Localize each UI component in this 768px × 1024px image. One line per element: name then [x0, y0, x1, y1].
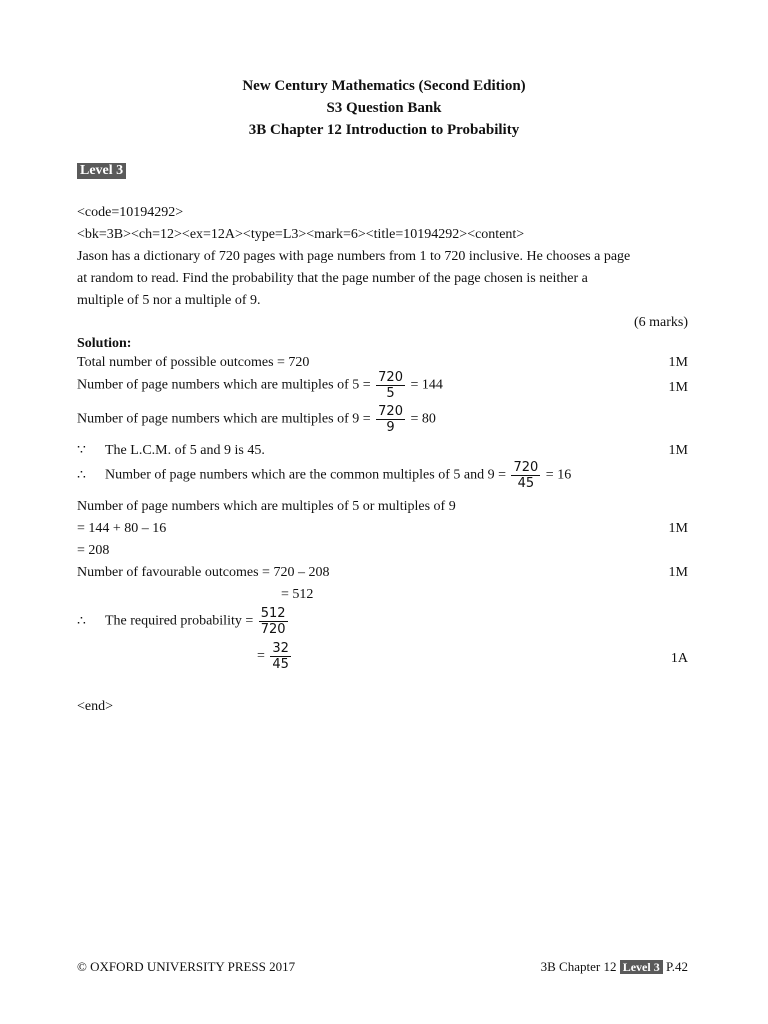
fraction-denominator: 5 — [386, 386, 395, 401]
chapter-title: 3B Chapter 12 Introduction to Probability — [248, 122, 520, 138]
meta-line: <bk=3B><ch=12><ex=12A><type=L3><mark=6><title=10194292><content> — [77, 227, 525, 242]
solution-step-7: = 144 + 80 – 16 — [77, 521, 167, 536]
solution-step-1: Total number of possible outcomes = 720 — [77, 355, 310, 370]
step-4-text: The L.C.M. of 5 and 9 is 45. — [105, 443, 265, 458]
mark-step-1: 1M — [668, 355, 688, 370]
fraction-32-over-45 — [270, 641, 291, 672]
solution-step-9: Number of favourable outcomes = 720 – 208 — [77, 565, 330, 580]
fraction-denominator: 45 — [272, 657, 289, 672]
step-5-result: = 16 — [545, 467, 572, 483]
question-text-3: multiple of 5 nor a multiple of 9. — [77, 293, 261, 308]
mark-step-4: 1M — [668, 443, 688, 458]
level-badge-container — [77, 162, 126, 180]
therefore-symbol: ∴ — [77, 613, 86, 629]
because-symbol: ∵ — [77, 443, 86, 458]
mark-step-7: 1M — [668, 521, 688, 536]
solution-step-4 — [77, 442, 265, 460]
solution-step-6: Number of page numbers which are multiples of 5 or multiples of 9 — [77, 499, 456, 514]
book-subtitle: S3 Question Bank — [326, 100, 442, 116]
solution-step-11 — [77, 606, 290, 637]
step-3-text: Number of page numbers which are multiples of 9 = — [77, 411, 371, 427]
step-5-text: Number of page numbers which are the common multiples of 5 and 9 = — [105, 467, 506, 483]
step-2-result: = 144 — [410, 377, 443, 393]
step-11-text: The required probability = — [105, 613, 254, 629]
level-badge: Level 3 — [77, 163, 126, 179]
fraction-numerator: 720 — [378, 370, 403, 385]
end-tag: <end> — [77, 699, 114, 714]
mark-step-12: 1A — [670, 651, 688, 666]
solution-step-5 — [77, 460, 571, 491]
question-text-1: Jason has a dictionary of 720 pages with page numbers from 1 to 720 inclusive. He chooses a page — [77, 249, 631, 264]
question-text-2: at random to read. Find the probability that the page number of the page chosen is neither a — [77, 271, 588, 286]
fraction-numerator: 720 — [513, 460, 539, 475]
fraction-720-over-5 — [376, 370, 405, 401]
fraction-denominator: 45 — [517, 476, 535, 491]
mark-step-9: 1M — [668, 565, 688, 580]
solution-step-2 — [77, 370, 443, 401]
footer-copyright: © OXFORD UNIVERSITY PRESS 2017 — [77, 959, 296, 974]
fraction-denominator: 720 — [260, 622, 286, 637]
footer-page-info — [541, 958, 688, 976]
mark-step-2: 1M — [668, 380, 688, 395]
footer-chapter: 3B Chapter 12 — [540, 959, 617, 974]
question-marks: (6 marks) — [633, 315, 688, 330]
solution-heading: Solution: — [77, 336, 132, 351]
fraction-720-over-9 — [376, 404, 405, 435]
fraction-numerator: 720 — [378, 404, 403, 419]
solution-step-8: = 208 — [77, 543, 110, 558]
solution-step-3 — [77, 404, 436, 435]
book-title: New Century Mathematics (Second Edition) — [242, 78, 526, 94]
solution-step-12 — [257, 641, 293, 672]
step-2-text: Number of page numbers which are multiples of 5 = — [77, 377, 371, 393]
fraction-720-over-45 — [511, 460, 540, 491]
step-3-result: = 80 — [410, 411, 436, 427]
footer-level-badge: Level 3 — [620, 960, 663, 974]
fraction-numerator: 32 — [272, 641, 289, 656]
code-line: <code=10194292> — [77, 205, 184, 220]
fraction-numerator: 512 — [260, 606, 286, 621]
fraction-denominator: 9 — [386, 420, 395, 435]
footer-page-number: P.42 — [665, 959, 688, 974]
solution-step-10: = 512 — [281, 587, 314, 602]
therefore-symbol: ∴ — [77, 467, 86, 483]
fraction-512-over-720 — [259, 606, 288, 637]
step-12-equals: = — [257, 648, 265, 664]
